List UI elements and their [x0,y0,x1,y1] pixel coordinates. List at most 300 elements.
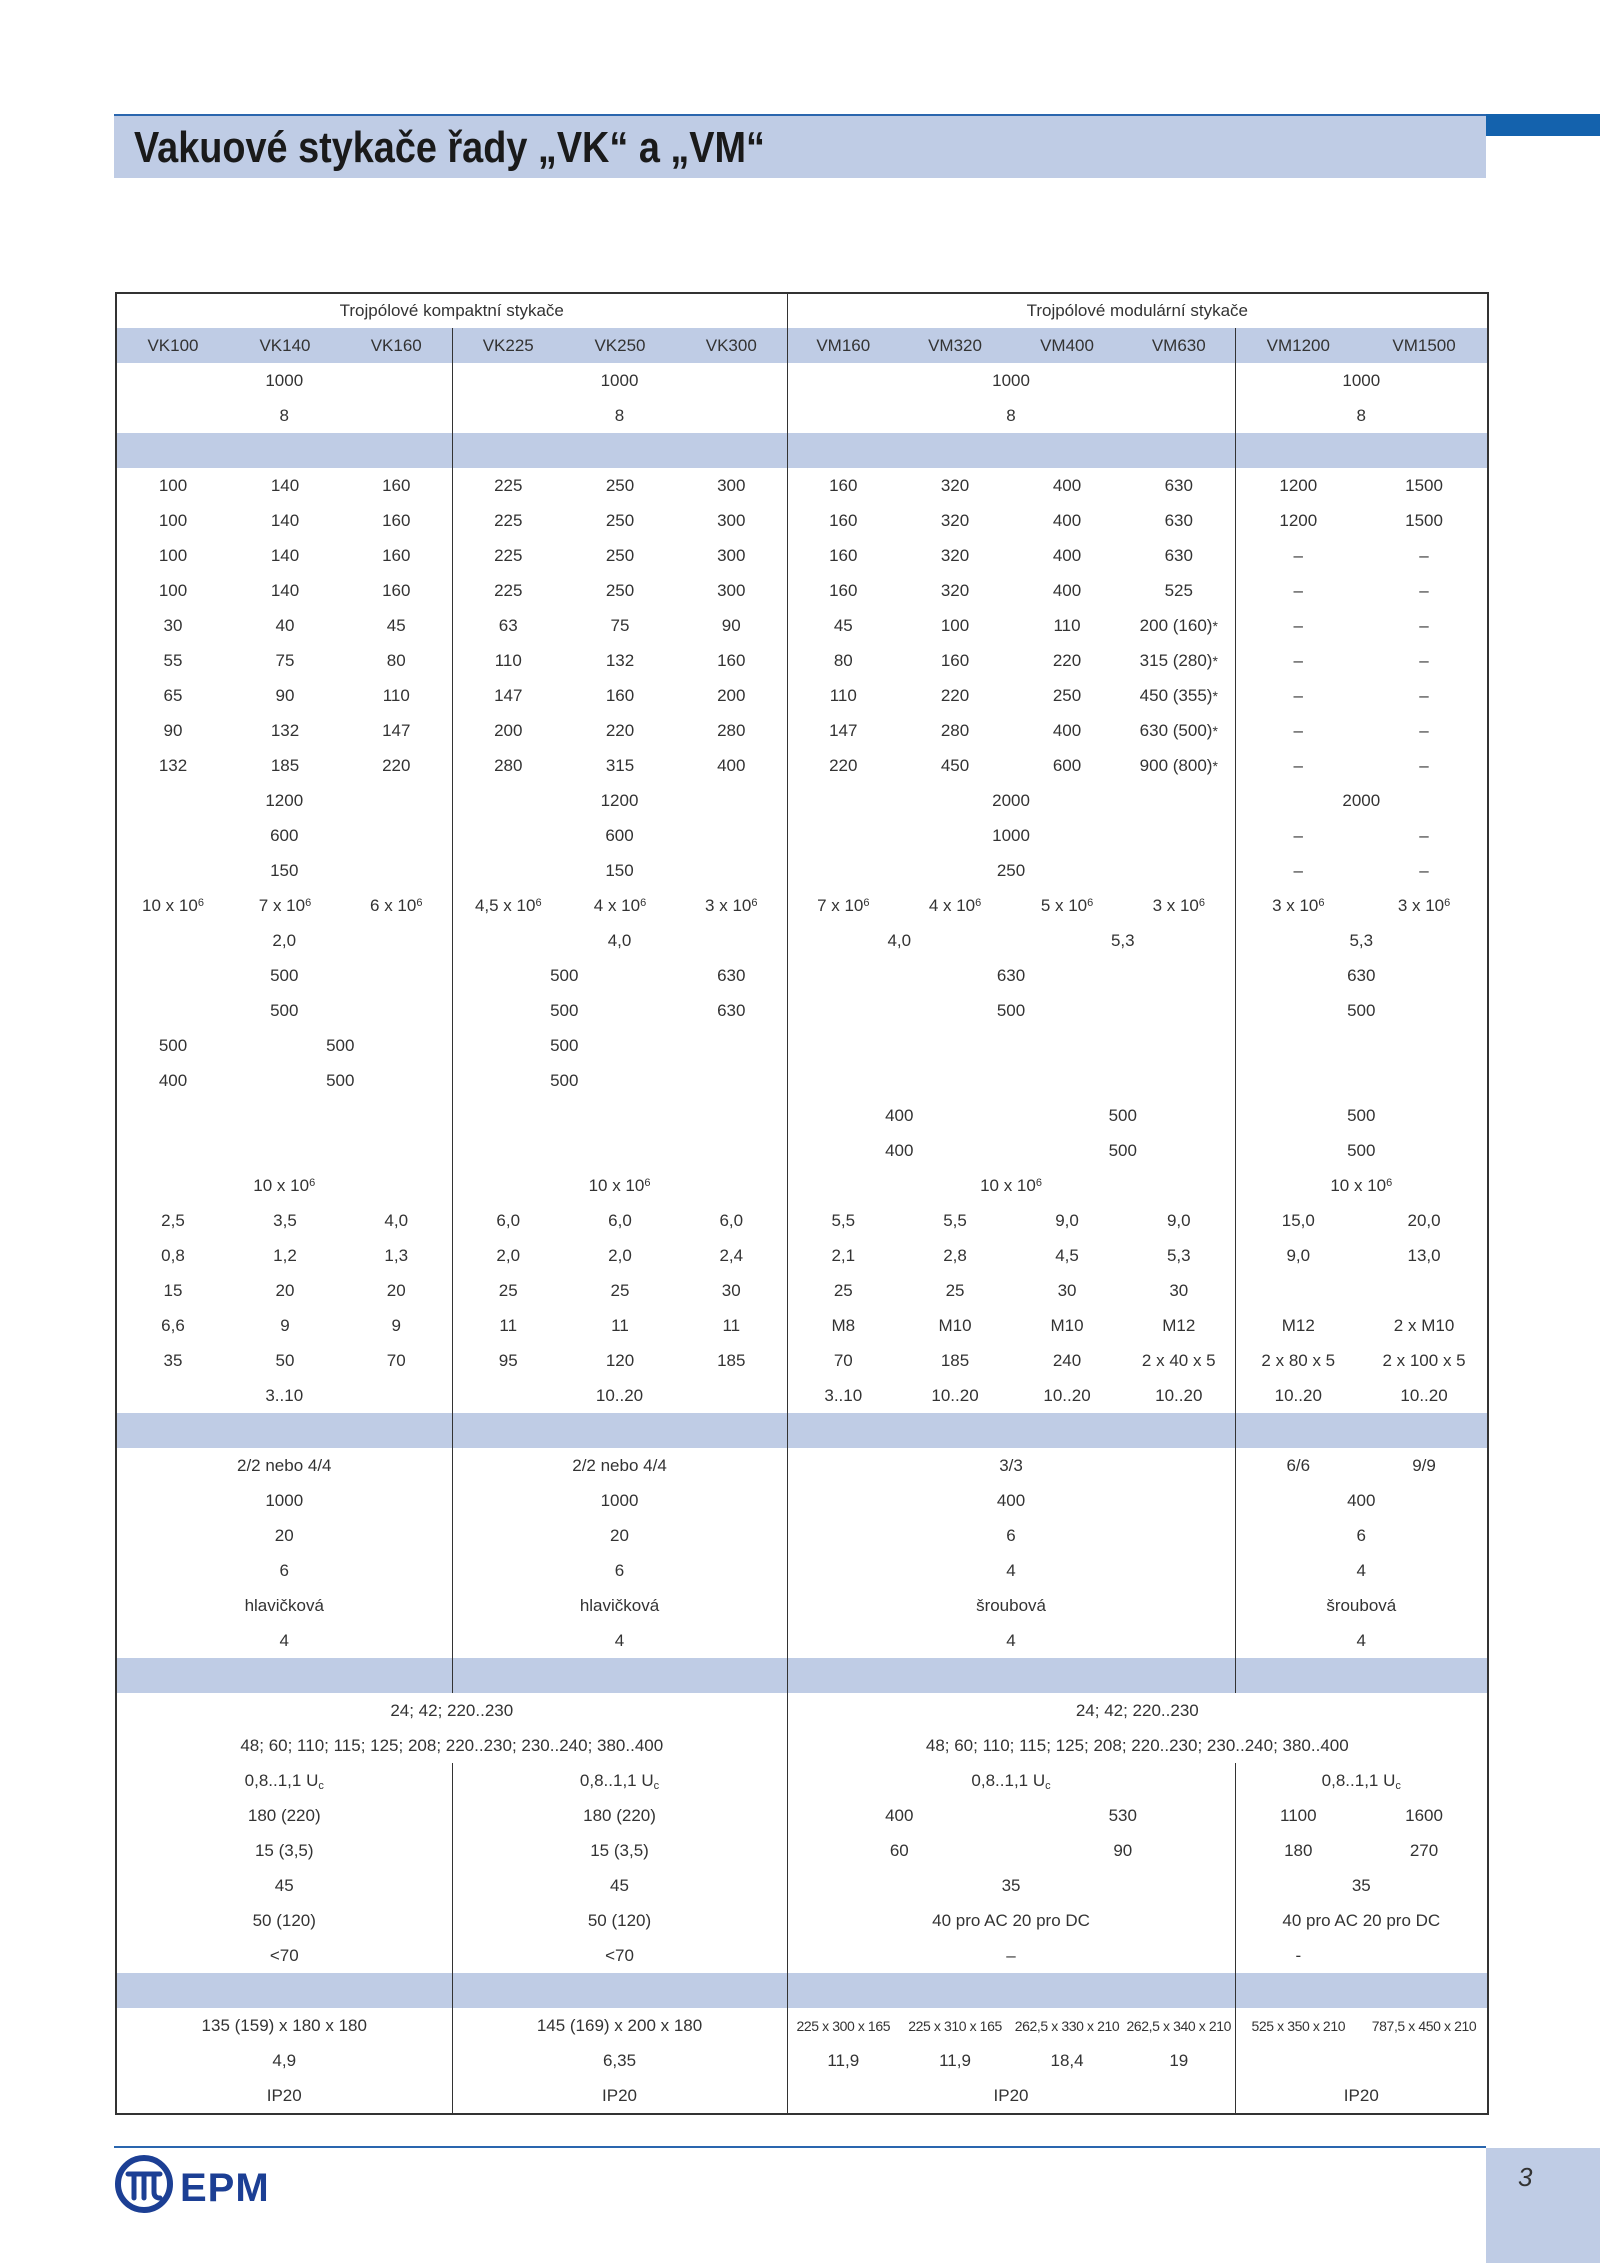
section-band [117,1658,1487,1693]
table-cell: 24; 42; 220..230 [390,1700,514,1720]
table-cell: 6 [1235,1518,1487,1553]
table-cell: 160 [787,503,899,538]
table-cell: 160 [382,475,411,495]
table-row [117,1728,1487,1763]
table-cell: 630 [717,1000,746,1020]
table-cell: 10..20 [931,1385,979,1405]
table-cell: 530 [1108,1805,1137,1825]
footer-rule [114,2146,1486,2148]
table-cell: 30 [163,615,183,635]
table-row [117,713,1487,748]
table-cell: 160 [787,538,899,573]
table-row [117,1903,1487,1938]
spec-table [117,294,1487,2113]
table-cell: 630 [717,965,746,985]
table-cell: 320 [940,545,970,565]
table-row [117,1308,1487,1343]
model-header: VM630 [1123,328,1235,363]
table-cell: 140 [270,580,300,600]
table-cell: 8 [279,405,289,425]
table-cell: 3,5 [273,1210,297,1230]
table-cell: 2 x 40 x 5 [1141,1350,1216,1370]
table-cell: 1000 [452,363,787,398]
table-cell: 525 x 350 x 210 [1235,2008,1361,2043]
table-cell: 160 [382,545,411,565]
table-cell: 18,4 [1050,2050,1084,2070]
table-cell: 0,8..1,1 $U_c$ [787,1763,1235,1798]
section-band [117,433,1487,468]
table-cell: 300 [717,510,746,530]
table-row [117,1483,1487,1518]
table-cell: hlavičková [244,1595,324,1615]
table-cell: 3/3 [787,1448,1235,1483]
table-cell: 4 [1235,1623,1487,1658]
table-cell: 40 [275,615,295,635]
table-cell: 400 [1052,545,1082,565]
group-header-row [117,294,1487,328]
table-cell: – [1419,720,1429,740]
table-cell: <70 [452,1938,787,1973]
title-bar [114,114,1486,178]
table-cell: 8 [787,398,1235,433]
table-cell: 147 [382,720,411,740]
table-row [117,1868,1487,1903]
table-cell: 150 [270,860,299,880]
table-cell: 500 [1108,1140,1137,1160]
table-cell: 220 [787,748,899,783]
table-cell: 250 [605,580,635,600]
table-cell: 100 [158,580,188,600]
table-cell: 225 [452,468,564,503]
table-row [117,1693,1487,1728]
table-cell: 100 [158,510,188,530]
table-cell: 2,0 [272,930,297,950]
table-cell: 400 [1235,1483,1487,1518]
spec-table-container [115,292,1489,2115]
table-cell: - [1235,1938,1361,1973]
table-row [117,888,1487,923]
table-cell: – [1235,818,1361,853]
table-cell: 787,5 x 450 x 210 [1371,2017,1477,2034]
table-cell: 500 [326,1035,355,1055]
model-header: VM1200 [1235,328,1361,363]
table-cell: šroubová [1235,1588,1487,1623]
table-row [117,398,1487,433]
table-cell: 147 [452,678,564,713]
table-row [117,1588,1487,1623]
table-cell: 0,8..1,1 $U_c$ [244,1770,324,1792]
table-cell: 3..10 [787,1378,899,1413]
table-cell: 400 [787,1483,1235,1518]
table-row [117,1378,1487,1413]
table-cell: 400 [787,1133,1011,1168]
table-cell: – [1419,825,1429,845]
table-cell: 95 [452,1343,564,1378]
table-cell: 6 [787,1518,1235,1553]
table-cell: 250 [1052,685,1082,705]
table-cell: IP20 [452,2078,787,2113]
table-cell: 35 [163,1350,183,1370]
table-cell: 1600 [1405,1805,1443,1825]
table-cell: 1,3 [384,1245,409,1265]
table-cell: 500 [452,958,676,993]
table-cell: 0,8..1,1 $U_c$ [1235,1763,1487,1798]
table-cell: 1000 [787,818,1235,853]
table-cell: M10 [938,1315,972,1335]
group-header-modular: Trojpólové modulární stykače [787,294,1487,328]
table-cell: 300 [717,580,746,600]
table-cell: 25 [945,1280,965,1300]
table-row [117,1273,1487,1308]
table-row [117,363,1487,398]
table-cell: 10..20 [1400,1385,1448,1405]
table-cell: M10 [1050,1315,1084,1335]
table-cell: 500 [270,965,299,985]
table-cell: 4 [279,1630,289,1650]
table-cell: 180 [1235,1833,1361,1868]
table-cell: 140 [270,545,300,565]
table-cell: 400 [787,1798,1011,1833]
table-row [117,783,1487,818]
table-cell: 315 (280)* [1139,650,1218,670]
table-cell: 6 x $10^6$ [370,895,423,915]
table-cell: 6,6 [161,1315,185,1335]
table-cell: 11,9 [939,2050,971,2070]
table-cell: – [1235,573,1361,608]
table-cell: 500 [158,1035,188,1055]
table-cell: 220 [605,720,635,740]
table-cell: 90 [275,685,295,705]
table-cell: 600 [270,825,299,845]
table-cell: 240 [1052,1350,1082,1370]
table-cell: 48; 60; 110; 115; 125; 208; 220..230; 230..240; 380..400 [787,1728,1487,1763]
table-cell: 4,0 [452,923,787,958]
table-cell: 900 (800)* [1139,755,1218,775]
table-cell: 7 x $10^6$ [787,888,899,923]
table-cell: <70 [269,1945,299,1965]
table-cell: 30 [721,1280,741,1300]
table-cell: – [1419,755,1429,775]
page-number: 3 [1518,2162,1533,2192]
table-cell: 225 x 310 x 165 [908,2017,1002,2034]
table-cell: 145 (169) x 200 x 180 [452,2008,787,2043]
group-header-compact: Trojpólové kompaktní stykače [339,301,564,320]
table-cell: 110 [452,643,564,678]
table-cell: 1000 [787,363,1235,398]
table-cell: 25 [452,1273,564,1308]
table-cell: – [1235,608,1361,643]
table-cell: 90 [721,615,741,635]
table-cell: 100 [940,615,970,635]
table-cell: 15 (3,5) [452,1833,787,1868]
table-cell: 300 [717,475,746,495]
table-cell: – [1419,580,1429,600]
table-cell: 4 [787,1623,1235,1658]
table-row [117,853,1487,888]
table-cell: 2,0 [452,1238,564,1273]
table-row [117,1623,1487,1658]
table-cell: 630 [1235,958,1487,993]
table-cell: 35 [1235,1868,1487,1903]
table-row [117,468,1487,503]
table-cell: 2,8 [943,1245,967,1265]
table-row [117,1553,1487,1588]
table-cell: 180 (220) [247,1805,321,1825]
table-row [117,1448,1487,1483]
table-cell: 5,3 [1110,930,1135,950]
table-cell: 20,0 [1407,1210,1441,1230]
table-cell: – [1419,615,1429,635]
table-cell: 10..20 [1235,1378,1361,1413]
table-cell: 60 [787,1833,1011,1868]
table-cell: 1500 [1405,475,1443,495]
table-cell: 630 (500)* [1139,720,1218,740]
table-cell: 9/9 [1412,1455,1436,1475]
table-cell: 2,5 [161,1210,185,1230]
table-cell: hlavičková [452,1588,787,1623]
table-row [117,1098,1487,1133]
table-row [117,2078,1487,2113]
table-cell: IP20 [1235,2078,1487,2113]
table-cell: 147 [787,713,899,748]
table-cell: 1000 [265,370,304,390]
table-cell: 110 [1053,615,1081,635]
table-cell: IP20 [787,2078,1235,2113]
table-cell: 400 [1052,720,1082,740]
table-cell: 320 [940,580,970,600]
table-cell: 220 [1052,650,1082,670]
table-cell: M8 [787,1308,899,1343]
table-cell: 200 [717,685,746,705]
table-cell: 250 [605,475,635,495]
table-cell: 24; 42; 220..230 [787,1693,1487,1728]
table-row [117,1938,1487,1973]
table-cell: 9,0 [1055,1210,1079,1230]
table-cell: 630 [1164,545,1193,565]
table-cell: 35 [787,1868,1235,1903]
table-cell: 30 [1057,1280,1077,1300]
table-cell: 5,5 [943,1210,967,1230]
table-cell: 160 [382,510,411,530]
table-cell: 500 [270,1000,299,1020]
table-cell: 160 [940,650,970,670]
table-cell: 225 [452,503,564,538]
table-cell: – [787,1938,1235,1973]
table-cell: 7 x $10^6$ [258,895,312,915]
table-cell: 4,0 [384,1210,409,1230]
table-row [117,573,1487,608]
table-cell: 400 [158,1070,188,1090]
table-cell: 2000 [1235,783,1487,818]
table-cell: – [1235,853,1361,888]
table-cell: 80 [386,650,406,670]
table-cell: 280 [452,748,564,783]
table-cell: 400 [717,755,746,775]
table-cell: 180 (220) [452,1798,787,1833]
table-cell: 220 [940,685,970,705]
table-cell: 132 [270,720,300,740]
table-cell: 15 [163,1280,183,1300]
logo-text: EPM [180,2166,270,2210]
table-cell: 50 (120) [452,1903,787,1938]
table-cell: 280 [940,720,970,740]
table-cell: 160 [382,580,411,600]
table-cell: 2,1 [787,1238,899,1273]
table-cell: 2,4 [719,1245,744,1265]
model-header: VK225 [452,328,564,363]
table-cell: 160 [605,685,635,705]
table-cell: 8 [452,398,787,433]
table-cell: 1500 [1405,510,1443,530]
table-cell: 55 [163,650,183,670]
table-cell: 250 [787,853,1235,888]
table-row [117,1063,1487,1098]
table-cell: – [1235,538,1361,573]
table-cell: 6 [279,1560,289,1580]
table-cell: 11,9 [787,2043,899,2078]
table-cell: 3..10 [265,1385,304,1405]
table-cell: 10 x $10^6$ [787,1168,1235,1203]
table-cell: šroubová [787,1588,1235,1623]
table-cell: 19 [1169,2050,1189,2070]
table-cell: 110 [787,678,899,713]
table-cell: 6,35 [452,2043,787,2078]
table-cell: 3 x $10^6$ [1152,895,1205,915]
table-cell: 8 [1235,398,1487,433]
table-cell: 4,5 x $10^6$ [452,888,564,923]
table-row [117,538,1487,573]
table-cell: 15,0 [1235,1203,1361,1238]
table-cell: 140 [270,510,300,530]
table-cell: 4 [1235,1553,1487,1588]
table-cell: 2 x 100 x 5 [1382,1350,1466,1370]
table-cell: 320 [940,475,970,495]
table-cell: 250 [605,545,635,565]
table-cell: 220 [382,755,411,775]
table-cell: 320 [940,510,970,530]
table-cell: 4 [452,1623,787,1658]
table-cell: 400 [1052,580,1082,600]
table-cell: M12 [1235,1308,1361,1343]
table-cell: 500 [326,1070,355,1090]
table-cell: 500 [452,1063,676,1098]
table-row [117,1763,1487,1798]
model-header-row [117,328,1487,363]
table-row [117,748,1487,783]
table-row [117,1798,1487,1833]
table-cell: 11 [452,1308,564,1343]
table-cell: 140 [270,475,300,495]
table-row [117,503,1487,538]
table-row [117,608,1487,643]
model-header: VM400 [1011,328,1123,363]
table-cell: 500 [787,993,1235,1028]
table-cell: 1200 [1235,468,1361,503]
table-cell: 160 [787,573,899,608]
table-cell: 20 [452,1518,787,1553]
model-header: VM1500 [1361,328,1487,363]
table-cell: – [1419,545,1429,565]
table-cell: 45 [787,608,899,643]
table-cell: 1000 [452,1483,787,1518]
table-cell: 2/2 nebo 4/4 [452,1448,787,1483]
table-cell: 45 [274,1875,294,1895]
table-cell: 1200 [1235,503,1361,538]
table-cell: 10..20 [1043,1385,1091,1405]
table-cell: 0,8..1,1 $U_c$ [452,1763,787,1798]
table-cell: 10 x $10^6$ [452,1168,787,1203]
table-cell: 3 x $10^6$ [1235,888,1361,923]
table-cell: 100 [158,545,188,565]
table-cell: – [1419,650,1429,670]
table-row [117,2043,1487,2078]
table-cell: 5,5 [787,1203,899,1238]
table-cell: 10..20 [452,1378,787,1413]
table-cell: 315 [605,755,635,775]
table-cell: 40 pro AC 20 pro DC [787,1903,1235,1938]
table-cell: 500 [452,993,676,1028]
table-cell: 120 [605,1350,635,1370]
table-cell: 2,0 [608,1245,632,1265]
table-cell: 132 [605,650,635,670]
table-cell: 1000 [265,1490,304,1510]
table-cell: 400 [787,1098,1011,1133]
table-cell: 20 [386,1280,406,1300]
table-cell: 4,9 [272,2050,297,2070]
table-cell: 630 [1164,510,1193,530]
table-cell: 45 [386,615,406,635]
table-cell: 262,5 x 330 x 210 [1014,2017,1120,2034]
table-cell: – [1235,748,1361,783]
table-cell: 90 [163,720,183,740]
table-cell: 2 x 80 x 5 [1235,1343,1361,1378]
table-cell: 9 [280,1315,290,1335]
table-cell: 5,3 [1166,1245,1191,1265]
section-band [117,1973,1487,2008]
table-cell: 500 [1235,1098,1487,1133]
table-row [117,1028,1487,1063]
table-cell: M12 [1162,1315,1196,1335]
table-cell: 600 [1052,755,1082,775]
model-header: VK300 [676,328,787,363]
table-cell: 525 [1164,580,1193,600]
epm-logo [114,2154,314,2218]
table-cell: 9,0 [1235,1238,1361,1273]
table-cell: 185 [717,1350,746,1370]
table-cell: 1200 [452,783,787,818]
table-cell: 1000 [1235,363,1487,398]
table-cell: 10 x $10^6$ [142,895,204,915]
model-header: VK100 [117,328,229,363]
table-cell: 20 [275,1280,295,1300]
table-cell: 45 [452,1868,787,1903]
table-cell: 25 [787,1273,899,1308]
table-cell: 262,5 x 340 x 210 [1126,2017,1232,2034]
page-title: Vakuové stykače řady „VK“ a „VM“ [134,123,765,172]
table-cell: 6/6 [1235,1448,1361,1483]
table-cell: 3 x $10^6$ [705,895,758,915]
table-row [117,643,1487,678]
table-cell: 1200 [265,790,304,810]
table-cell: 250 [605,510,635,530]
table-cell: 300 [717,545,746,565]
table-cell: 5,3 [1235,923,1487,958]
table-cell: 6,0 [608,1210,632,1230]
table-cell: 75 [610,615,630,635]
table-cell: 70 [787,1343,899,1378]
table-cell: 9 [391,1315,401,1335]
table-cell: 50 (120) [252,1910,316,1930]
